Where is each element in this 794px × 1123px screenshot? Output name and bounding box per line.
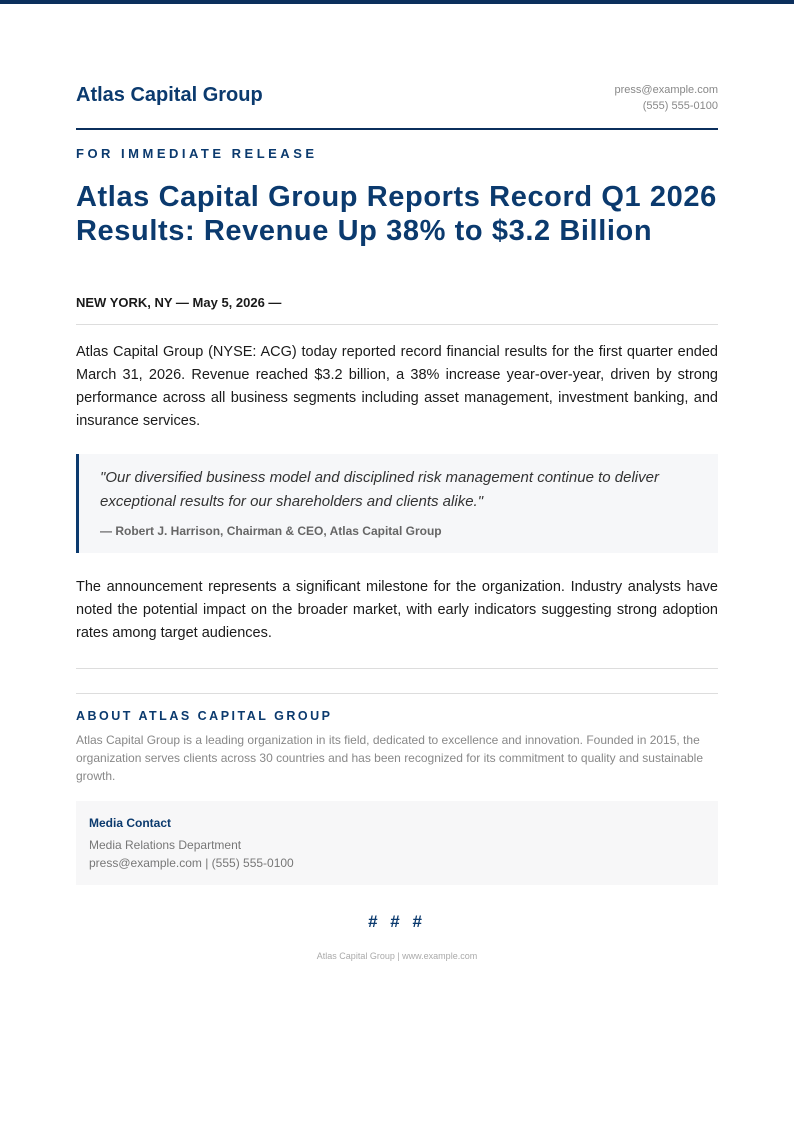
headline: Atlas Capital Group Reports Record Q1 2026 Results: Revenue Up 38% to $3.2 Billion — [76, 181, 717, 247]
quote-attribution: — Robert J. Harrison, Chairman & CEO, Atlas Capital Group — [100, 524, 442, 538]
media-contact-details[interactable]: press@example.com | (555) 555-0100 — [89, 856, 294, 870]
divider — [76, 693, 718, 694]
about-heading: ABOUT ATLAS CAPITAL GROUP — [76, 709, 333, 723]
end-mark: # # # — [368, 912, 426, 931]
header-email[interactable]: press@example.com — [614, 84, 718, 96]
release-label: FOR IMMEDIATE RELEASE — [76, 146, 318, 161]
pull-quote — [76, 454, 718, 553]
footer: Atlas Capital Group | www.example.com — [316, 951, 478, 961]
media-contact-department: Media Relations Department — [89, 838, 242, 852]
company-name: Atlas Capital Group — [76, 84, 263, 106]
header-contact — [615, 82, 718, 114]
divider — [76, 324, 718, 325]
media-contact-title: Media Contact — [89, 816, 172, 830]
header-phone: (555) 555-0100 — [642, 100, 718, 112]
dateline: NEW YORK, NY — May 5, 2026 — — [76, 295, 282, 310]
body-paragraph-2: The announcement represents a significant milestone for the organization. Industry analysts have noted the potential impact on the broader market, with early indicators suggesting strong adoption rates among target audiences. — [76, 579, 718, 641]
top-accent-bar — [0, 0, 794, 4]
body-paragraph-1: Atlas Capital Group (NYSE: ACG) today reported record financial results for the first quarter ended March 31, 2026. Revenue reached $3.2 billion, a 38% increase year-over-year, driven by strong performance across all business segments including asset management, investment banking, and insurance services. — [76, 344, 718, 429]
media-contact-box — [76, 801, 718, 885]
about-text: Atlas Capital Group is a leading organization in its field, dedicated to excellence and innovation. Founded in 2015, the organization serves clients across 30 countries and has been recognized for its commitment to quality and sustainable growth. — [76, 733, 704, 783]
quote-text: "Our diversified business model and disciplined risk management continue to deliver exceptional results for our shareholders and clients alike." — [100, 469, 659, 510]
divider — [76, 668, 718, 669]
letterhead — [76, 80, 718, 130]
